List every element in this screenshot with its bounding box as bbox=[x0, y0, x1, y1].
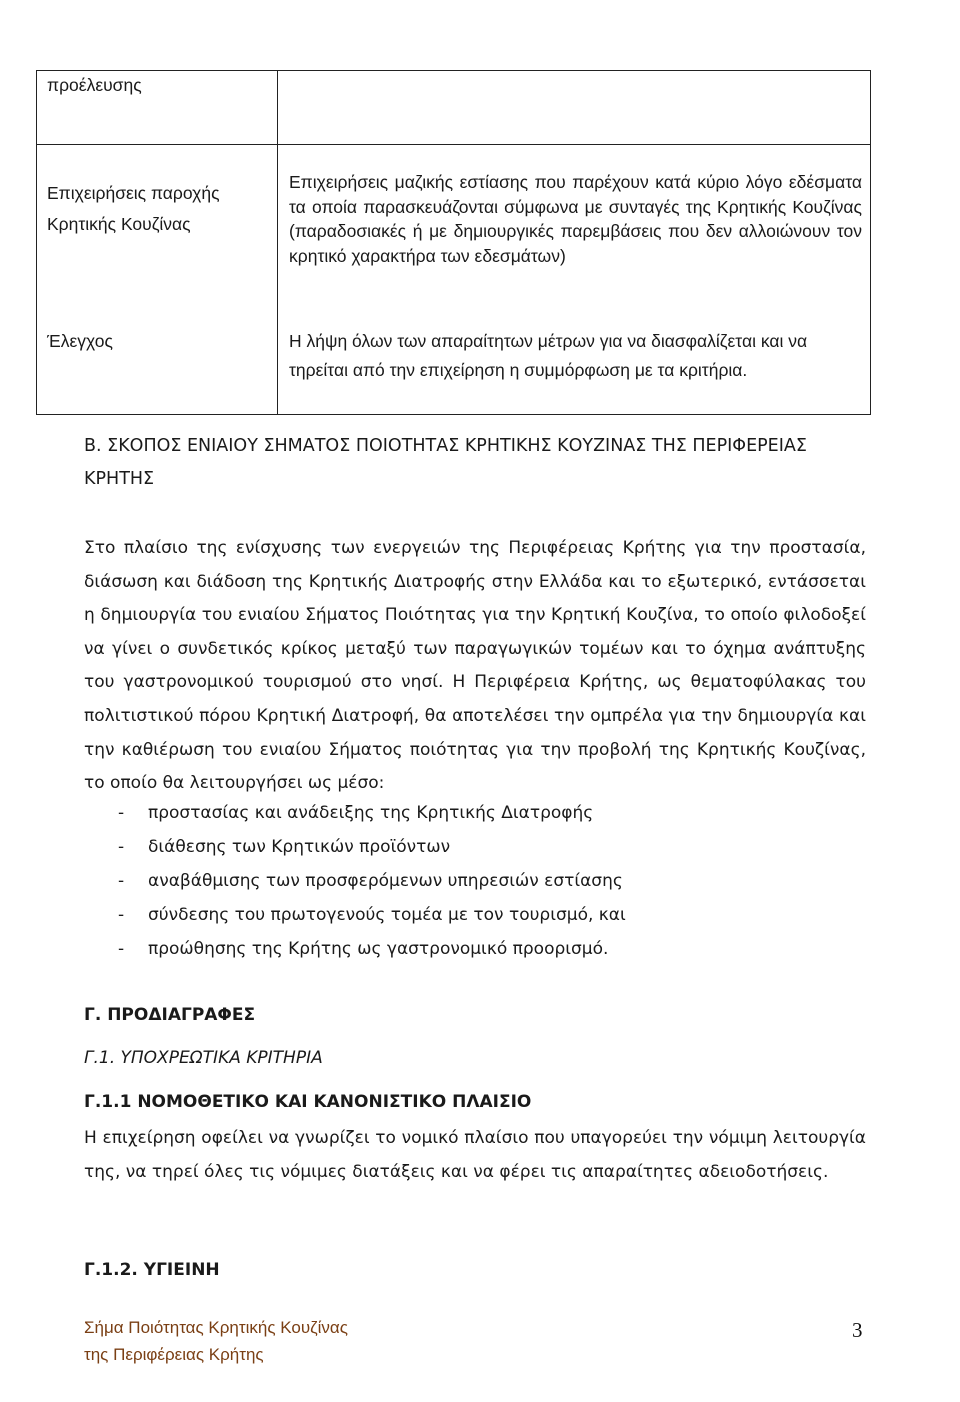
list-item bbox=[84, 796, 866, 830]
section-g11-heading: Γ.1.1 ΝΟΜΟΘΕΤΙΚΟ ΚΑΙ ΚΑΝΟΝΙΣΤΙΚΟ ΠΛΑΙΣΙΟ bbox=[84, 1092, 532, 1112]
footer-line-2: της Περιφέρειας Κρήτης bbox=[84, 1345, 264, 1364]
bullet-dash: - bbox=[118, 871, 125, 891]
list-item-text: σύνδεσης του πρωτογενούς τομέα με τον τουρισμό, και bbox=[148, 905, 626, 925]
list-item-text: αναβάθμισης των προσφερόμενων υπηρεσιών εστίασης bbox=[148, 871, 623, 891]
table-row bbox=[37, 71, 871, 145]
term-cell: προέλευσης bbox=[37, 71, 278, 145]
bullet-dash: - bbox=[118, 905, 125, 925]
section-g11-paragraph: Η επιχείρηση οφείλει να γνωρίζει το νομικό πλαίσιο που υπαγορεύει την νόμιμη λειτουργία της, να τηρεί όλες τις νόμιμες διατάξεις και να φέρει τις απαραίτητες αδειοδοτήσεις. bbox=[84, 1128, 866, 1182]
bullet-dash: - bbox=[118, 837, 125, 857]
page-number: 3 bbox=[852, 1318, 863, 1342]
page-footer bbox=[84, 1314, 348, 1368]
bullet-dash: - bbox=[118, 939, 125, 959]
footer-line-1: Σήμα Ποιότητας Κρητικής Κουζίνας bbox=[84, 1318, 348, 1337]
definition-cell bbox=[278, 71, 871, 145]
section-g-heading: Γ. ΠΡΟΔΙΑΓΡΑΦΕΣ bbox=[84, 1005, 256, 1025]
table-row bbox=[37, 145, 871, 307]
section-g12-heading: Γ.1.2. ΥΓΙΕΙΝΗ bbox=[84, 1260, 220, 1280]
purpose-list bbox=[84, 796, 866, 966]
term-cell: Επιχειρήσεις παροχής Κρητικής Κουζίνας bbox=[37, 145, 278, 307]
list-item bbox=[84, 898, 866, 932]
table-row bbox=[37, 306, 871, 415]
definition-cell: Η λήψη όλων των απαραίτητων μέτρων για να διασφαλίζεται και να τηρείται από την επιχείρηση η συμμόρφωση με τα κριτήρια. bbox=[278, 306, 871, 415]
list-item bbox=[84, 864, 866, 898]
section-b-heading: Β. ΣΚΟΠΟΣ ΕΝΙΑΙΟΥ ΣΗΜΑΤΟΣ ΠΟΙΟΤΗΤΑΣ ΚΡΗΤΙΚΗΣ ΚΟΥΖΙΝΑΣ ΤΗΣ ΠΕΡΙΦΕΡΕΙΑΣ ΚΡΗΤΗΣ bbox=[84, 436, 807, 489]
section-g1-heading: Γ.1. ΥΠΟΧΡΕΩΤΙΚΑ ΚΡΙΤΗΡΙΑ bbox=[84, 1048, 323, 1068]
definitions-table bbox=[36, 70, 871, 415]
list-item bbox=[84, 932, 866, 966]
list-item-text: προστασίας και ανάδειξης της Κρητικής Διατροφής bbox=[148, 803, 594, 823]
list-item-text: προώθησης της Κρήτης ως γαστρονομικό προορισμό. bbox=[148, 939, 609, 959]
section-b-paragraph: Στο πλαίσιο της ενίσχυσης των ενεργειών της Περιφέρειας Κρήτης για την προστασία, διάσωση και διάδοση της Κρητικής Διατροφής στην Ελλάδα και το εξωτερικό, εντάσσεται η δημιουργία του ενιαίου Σήματος Ποιότητας για την Κρητική Κουζίνα, το οποίο φιλοδοξεί να γίνει ο συνδετικός κρίκος μεταξύ των παραγωγικών τομέων και το όχημα ανάπτυξης του γαστρονομικού τουρισμού στο νησί. Η Περιφέρεια Κρήτης, ως θεματοφύλακας του πολιτιστικού πόρου Κρητική Διατροφή, θα αποτελέσει την ομπρέλα για την δημιουργία και την καθιέρωση του ενιαίου Σήματος ποιότητας για την προβολή της Κρητικής Κουζίνας, το οποίο θα λειτουργήσει ως μέσο: bbox=[84, 538, 866, 794]
list-item-text: διάθεσης των Κρητικών προϊόντων bbox=[148, 837, 451, 857]
term-cell: Έλεγχος bbox=[37, 306, 278, 415]
list-item bbox=[84, 830, 866, 864]
bullet-dash: - bbox=[118, 803, 125, 823]
definition-cell: Επιχειρήσεις μαζικής εστίασης που παρέχουν κατά κύριο λόγο εδέσματα τα οποία παρασκευάζονται σύμφωνα με συνταγές της Κρητικής Κουζίνας (παραδοσιακές ή με δημιουργικές παρεμβάσεις που δεν αλλοιώνουν τον κρητικό χαρακτήρα των εδεσμάτων) bbox=[278, 145, 871, 307]
